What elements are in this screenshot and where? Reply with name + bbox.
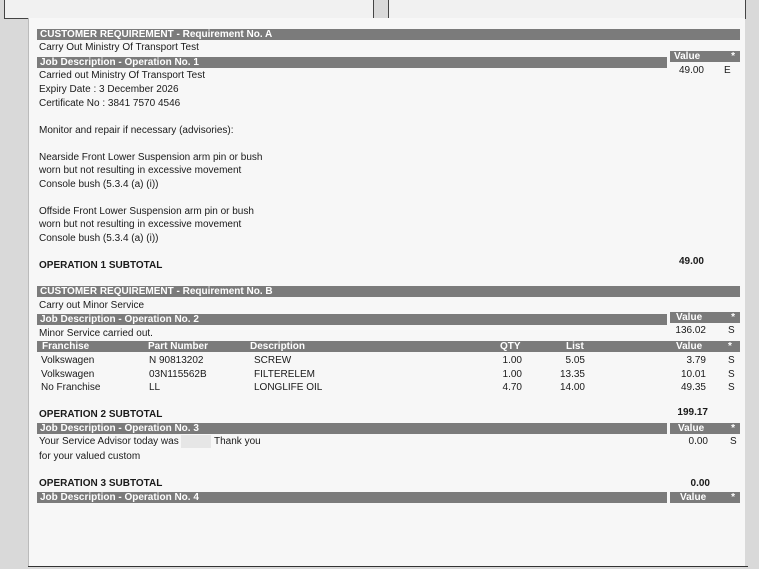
value-column-label: Value	[674, 51, 701, 62]
operation-1-value-header	[670, 51, 740, 62]
part-number: 03N115562B	[149, 369, 207, 380]
operation-1-header: Job Description - Operation No. 1	[37, 57, 667, 68]
part-number: LL	[149, 382, 161, 393]
part-flag: S	[728, 382, 735, 393]
operation-1-line: worn but not resulting in excessive movement	[39, 165, 242, 176]
operation-3-thank-you: Thank you	[214, 436, 261, 447]
operation-2-value: 136.02	[675, 325, 706, 336]
requirement-a-text: Carry Out Ministry Of Transport Test	[39, 42, 199, 53]
operation-3-subtotal: 0.00	[690, 478, 710, 489]
operation-3-line	[39, 436, 188, 448]
flag-column-star: *	[728, 341, 732, 352]
list-column-header: List	[566, 341, 584, 352]
part-qty: 1.00	[502, 369, 522, 380]
part-franchise: Volkswagen	[41, 355, 95, 366]
qty-column-header: QTY	[500, 341, 521, 352]
flag-column-star: *	[731, 492, 735, 503]
franchise-column-header: Franchise	[42, 341, 90, 352]
operation-1-subtotal: 49.00	[678, 256, 704, 267]
operation-1-line: Offside Front Lower Suspension arm pin or bush	[39, 206, 254, 217]
part-qty: 1.00	[502, 355, 522, 366]
operation-2-line: Minor Service carried out.	[39, 328, 153, 339]
operation-4-value-header	[670, 492, 740, 503]
requirement-a-header: CUSTOMER REQUIREMENT - Requirement No. A	[37, 29, 740, 40]
operation-1-line: Console bush (5.3.4 (a) (i))	[39, 179, 159, 190]
flag-column-star: *	[731, 423, 735, 434]
requirement-b-text: Carry out Minor Service	[39, 300, 145, 311]
operation-1-line: Expiry Date : 3 December 2026	[39, 84, 179, 95]
part-description: FILTERELEM	[254, 369, 315, 380]
value-column-header: Value	[676, 341, 703, 352]
flag-column-star: *	[731, 312, 735, 323]
operation-2-value-header	[670, 312, 740, 323]
part-number-column-header: Part Number	[148, 341, 209, 352]
operation-1-line: Monitor and repair if necessary (advisories):	[39, 125, 234, 136]
part-value: 3.79	[686, 355, 706, 366]
part-description: LONGLIFE OIL	[254, 382, 323, 393]
value-column-label: Value	[680, 492, 707, 503]
parts-table-header	[37, 341, 740, 352]
bottom-rule	[28, 566, 748, 567]
part-flag: S	[728, 369, 735, 380]
operation-1-line: Nearside Front Lower Suspension arm pin or bush	[39, 152, 263, 163]
operation-1-subtotal-label: OPERATION 1 SUBTOTAL	[39, 260, 163, 271]
previous-section-frame-right	[388, 0, 746, 19]
value-column-label: Value	[676, 312, 703, 323]
redacted-name	[181, 435, 211, 448]
part-franchise: No Franchise	[41, 382, 101, 393]
part-list-price: 13.35	[559, 369, 585, 380]
flag-column-star: *	[731, 51, 735, 62]
part-flag: S	[728, 355, 735, 366]
part-franchise: Volkswagen	[41, 369, 95, 380]
operation-3-subtotal-label: OPERATION 3 SUBTOTAL	[39, 478, 163, 489]
operation-1-value: 49.00	[678, 65, 704, 76]
part-qty: 4.70	[502, 382, 522, 393]
operation-2-header: Job Description - Operation No. 2	[37, 314, 667, 325]
requirement-b-header: CUSTOMER REQUIREMENT - Requirement No. B	[37, 286, 740, 297]
operation-1-line: Console bush (5.3.4 (a) (i))	[39, 233, 159, 244]
operation-3-flag: S	[730, 436, 737, 447]
operation-2-subtotal: 199.17	[677, 407, 708, 418]
previous-section-frame-left	[4, 0, 374, 19]
operation-3-value-header	[670, 423, 740, 434]
part-list-price: 14.00	[559, 382, 585, 393]
operation-2-subtotal-label: OPERATION 2 SUBTOTAL	[39, 409, 163, 420]
operation-1-line: worn but not resulting in excessive movement	[39, 219, 242, 230]
service-advisor-text: Your Service Advisor today was	[39, 436, 179, 447]
operation-2-flag: S	[728, 325, 735, 336]
operation-3-value: 0.00	[688, 436, 708, 447]
operation-4-header: Job Description - Operation No. 4	[37, 492, 667, 503]
operation-1-line: Carried out Ministry Of Transport Test	[39, 70, 205, 81]
operation-3-header: Job Description - Operation No. 3	[37, 423, 667, 434]
description-column-header: Description	[250, 341, 306, 352]
value-column-label: Value	[678, 423, 705, 434]
operation-1-flag: E	[724, 65, 731, 76]
part-value: 49.35	[680, 382, 706, 393]
part-value: 10.01	[680, 369, 706, 380]
part-description: SCREW	[254, 355, 292, 366]
operation-3-line: for your valued custom	[39, 451, 141, 462]
operation-1-line: Certificate No : 3841 7570 4546	[39, 98, 181, 109]
part-list-price: 5.05	[565, 355, 585, 366]
part-number: N 90813202	[149, 355, 204, 366]
